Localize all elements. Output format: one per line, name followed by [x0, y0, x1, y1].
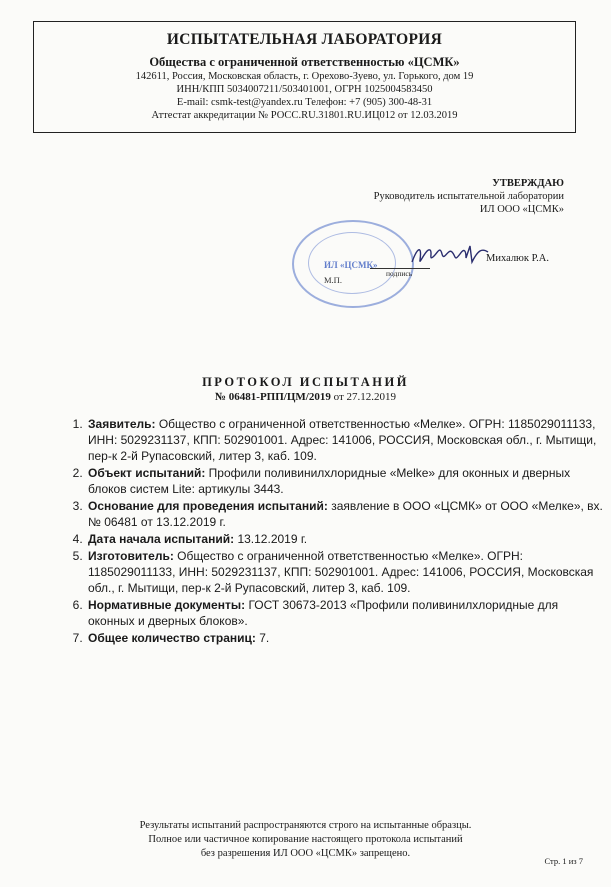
item-label: Нормативные документы:	[88, 598, 246, 612]
approval-position: Руководитель испытательной лаборатории	[373, 191, 564, 202]
item-label: Общее количество страниц:	[88, 631, 256, 645]
item-text: Общество с ограниченной ответственностью «Мелке». ОГРН: 1185029011133, ИНН: 5029231137, КПП: 502901001. Адрес: 141006, РОССИЯ, Московская обл., г. Мытищи, пер-к 2-й Рупасовский, литер 3, каб. 109.	[88, 549, 594, 595]
stamp-mp-label: М.П.	[324, 275, 342, 285]
list-item	[86, 416, 606, 464]
list-item	[86, 548, 606, 596]
item-text: заявление в ООО «ЦСМК» от ООО «Мелке», вх. № 06481 от 13.12.2019 г.	[88, 499, 603, 529]
approval-title: УТВЕРЖДАЮ	[492, 178, 564, 189]
lab-accreditation: Аттестат аккредитации № РОСС.RU.31801.RU.ИЦ012 от 12.03.2019	[151, 110, 458, 121]
item-text: 13.12.2019 г.	[237, 532, 308, 546]
protocol-number-line	[0, 391, 611, 403]
list-item	[86, 498, 606, 530]
signature-caption: подпись	[386, 269, 413, 278]
list-item	[86, 531, 606, 547]
item-label: Заявитель:	[88, 417, 156, 431]
item-label: Основание для проведения испытаний:	[88, 499, 328, 513]
lab-ids: ИНН/КПП 5034007211/503401001, ОГРН 1025004583450	[176, 84, 433, 95]
list-item	[86, 597, 606, 629]
protocol-number: № 06481-РПП/ЦМ/2019	[214, 391, 331, 403]
lab-header	[33, 21, 576, 133]
footer-line: без разрешения ИЛ ООО «ЦСМК» запрещено.	[200, 848, 411, 859]
item-label: Дата начала испытаний:	[88, 532, 235, 546]
protocol-items	[64, 416, 606, 647]
item-text: Общество с ограниченной ответственностью «Мелке». ОГРН: 1185029011133, ИНН: 5029231137, КПП: 502901001. Адрес: 141006, РОССИЯ, Московская обл., г. Мытищи, пер-к 2-й Рупасовский, литер 3, каб. 109.	[88, 417, 597, 463]
approval-org: ИЛ ООО «ЦСМК»	[479, 204, 564, 215]
protocol-title: ПРОТОКОЛ ИСПЫТАНИЙ	[202, 375, 409, 389]
item-label: Объект испытаний:	[88, 466, 206, 480]
item-text: 7.	[259, 631, 270, 645]
approval-block	[374, 177, 564, 216]
protocol-date: от 27.12.2019	[333, 391, 397, 403]
signer-name: Михалюк Р.А.	[486, 253, 549, 264]
list-item	[86, 465, 606, 497]
footer-line: Полное или частичное копирование настоящего протокола испытаний	[148, 834, 463, 845]
item-text: ГОСТ 30673-2013 «Профили поливинилхлоридные для оконных и дверных блоков».	[88, 598, 559, 628]
footer-notice	[0, 819, 611, 861]
lab-address: 142611, Россия, Московская область, г. Орехово-Зуево, ул. Горького, дом 19	[135, 71, 474, 82]
org-name: Общества с ограниченной ответственностью «ЦСМК»	[149, 55, 460, 69]
lab-contacts: E-mail: csmk-test@yandex.ru Телефон: +7 (905) 300-48-31	[176, 97, 433, 108]
signature-icon	[408, 240, 490, 270]
page-number: Стр. 1 из 7	[544, 856, 583, 866]
lab-name: ИСПЫТАТЕЛЬНАЯ ЛАБОРАТОРИЯ	[166, 31, 443, 48]
stamp-text: ИЛ «ЦСМК»	[324, 260, 378, 270]
item-text: Профили поливинилхлоридные «Melke» для оконных и дверных блоков систем Lite: артикулы 3443.	[88, 466, 571, 496]
footer-line: Результаты испытаний распространяются строго на испытанные образцы.	[139, 820, 472, 831]
item-label: Изготовитель:	[88, 549, 174, 563]
list-item	[86, 630, 606, 646]
